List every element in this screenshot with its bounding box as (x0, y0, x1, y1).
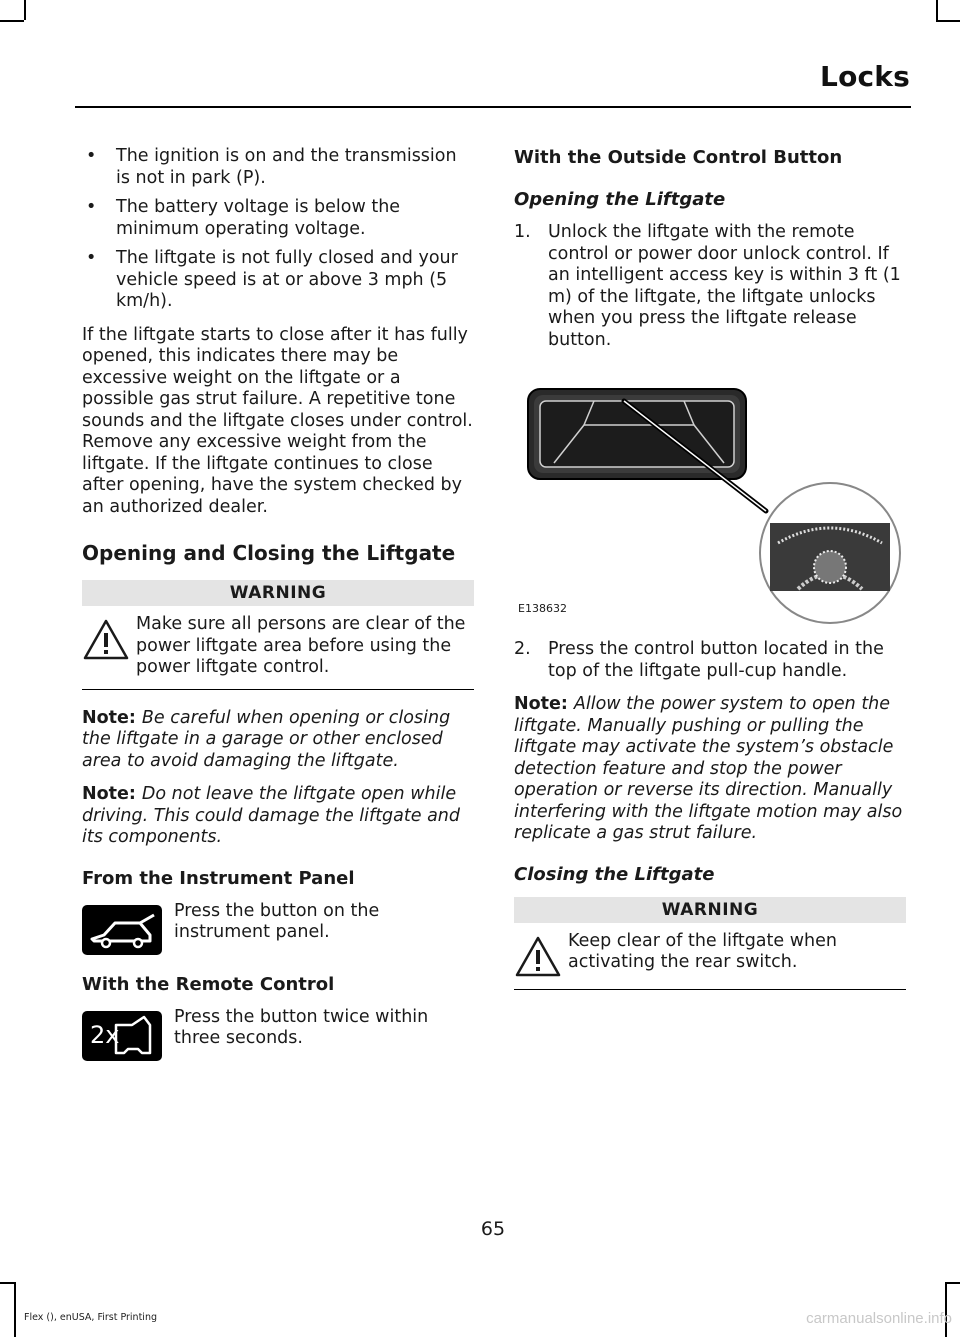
page-title: Locks (820, 60, 910, 93)
list-item (514, 222, 906, 351)
watermark: carmanualsonline.info (806, 1310, 952, 1327)
note-text: Be careful when opening or closing the liftgate in a garage or other enclosed area to avoid damaging the liftgate. (82, 707, 451, 771)
warning-box (514, 923, 906, 990)
remote-control-text: Press the button twice within three seconds. (174, 1006, 429, 1048)
remote-icon-label: 2x (90, 1020, 120, 1049)
edition-footer: Flex (), enUSA, First Printing (24, 1312, 157, 1323)
liftgate-handle-figure (514, 363, 906, 625)
liftgate-button-icon (82, 905, 162, 955)
warning-box (82, 606, 474, 690)
step-number: 1. (514, 222, 531, 242)
note (82, 708, 474, 773)
remote-control-row (82, 1007, 474, 1061)
instrument-panel-text: Press the button on the instrument panel. (174, 900, 380, 942)
warning-text: Make sure all persons are clear of the power liftgate area before using the power liftgate control. (136, 614, 466, 677)
subheading-remote-control: With the Remote Control (82, 973, 335, 995)
note-label: Note: (82, 707, 136, 728)
crop-mark (0, 20, 24, 22)
list-item: • The ignition is on and the transmission is not in park (P). (82, 146, 474, 189)
subheading-opening: Opening the Liftgate (514, 189, 726, 210)
step-text: Unlock the liftgate with the remote control or power door unlock control. If an intelligent access key is within 3 ft (1 m) of the liftgate, the liftgate unlocks when you press the liftgate release button. (548, 222, 901, 350)
conditions-list (82, 146, 474, 313)
section-heading: Opening and Closing the Liftgate (82, 541, 456, 565)
subheading-closing: Closing the Liftgate (514, 863, 715, 885)
warning-header: WARNING (82, 580, 474, 606)
crop-mark (0, 1282, 14, 1284)
crop-mark (14, 1282, 16, 1337)
note (514, 694, 906, 845)
strut-failure-paragraph: If the liftgate starts to close after it has fully opened, this indicates there may be excessive weight on the liftgate or a possible gas strut failure. A repetitive tone sounds and the liftgate closes under control. Remove any excessive weight from the liftgate. If the liftgate continues to close after opening, have the system checked by an authorized dealer. (82, 324, 473, 517)
subheading-outside-control: With the Outside Control Button (514, 147, 843, 168)
figure-label: E138632 (518, 601, 567, 615)
crop-mark (936, 0, 938, 20)
note-label: Note: (82, 784, 136, 804)
note-text: Do not leave the liftgate open while driving. This could damage the liftgate and its components. (82, 784, 461, 847)
instrument-panel-row (82, 901, 474, 955)
list-item: • The liftgate is not fully closed and your vehicle speed is at or above 3 mph (5 km/h). (82, 248, 474, 313)
warning-text: Keep clear of the liftgate when activating the rear switch. (568, 930, 837, 972)
warning-triangle-icon (82, 618, 130, 662)
note-text: Allow the power system to open the liftgate. Manually pushing or pulling the liftgate may activate the system’s obstacle detection feature and stop the power operation or reverse its direction. Manually interfering with the liftgate motion may also replicate a gas strut failure. (514, 694, 903, 843)
warning-header: WARNING (514, 897, 906, 923)
list-item: • The battery voltage is below the minimum operating voltage. (82, 197, 474, 240)
note (82, 784, 474, 849)
step-text: Press the control button located in the top of the liftgate pull-cup handle. (548, 639, 884, 681)
left-column (82, 146, 474, 1077)
opening-steps-continued (514, 639, 906, 682)
crop-mark (945, 1282, 960, 1284)
subheading-instrument-panel: From the Instrument Panel (82, 867, 355, 889)
step-number: 2. (514, 639, 531, 659)
title-divider (75, 106, 911, 108)
page-number: 65 (480, 1218, 506, 1240)
right-column (514, 146, 906, 1008)
warning-triangle-icon (514, 935, 562, 979)
crop-mark (24, 0, 26, 20)
remote-liftgate-2x-icon (82, 1011, 162, 1061)
crop-mark (936, 20, 960, 22)
opening-steps (514, 222, 906, 351)
list-item (514, 639, 906, 682)
note-label: Note: (514, 694, 568, 714)
